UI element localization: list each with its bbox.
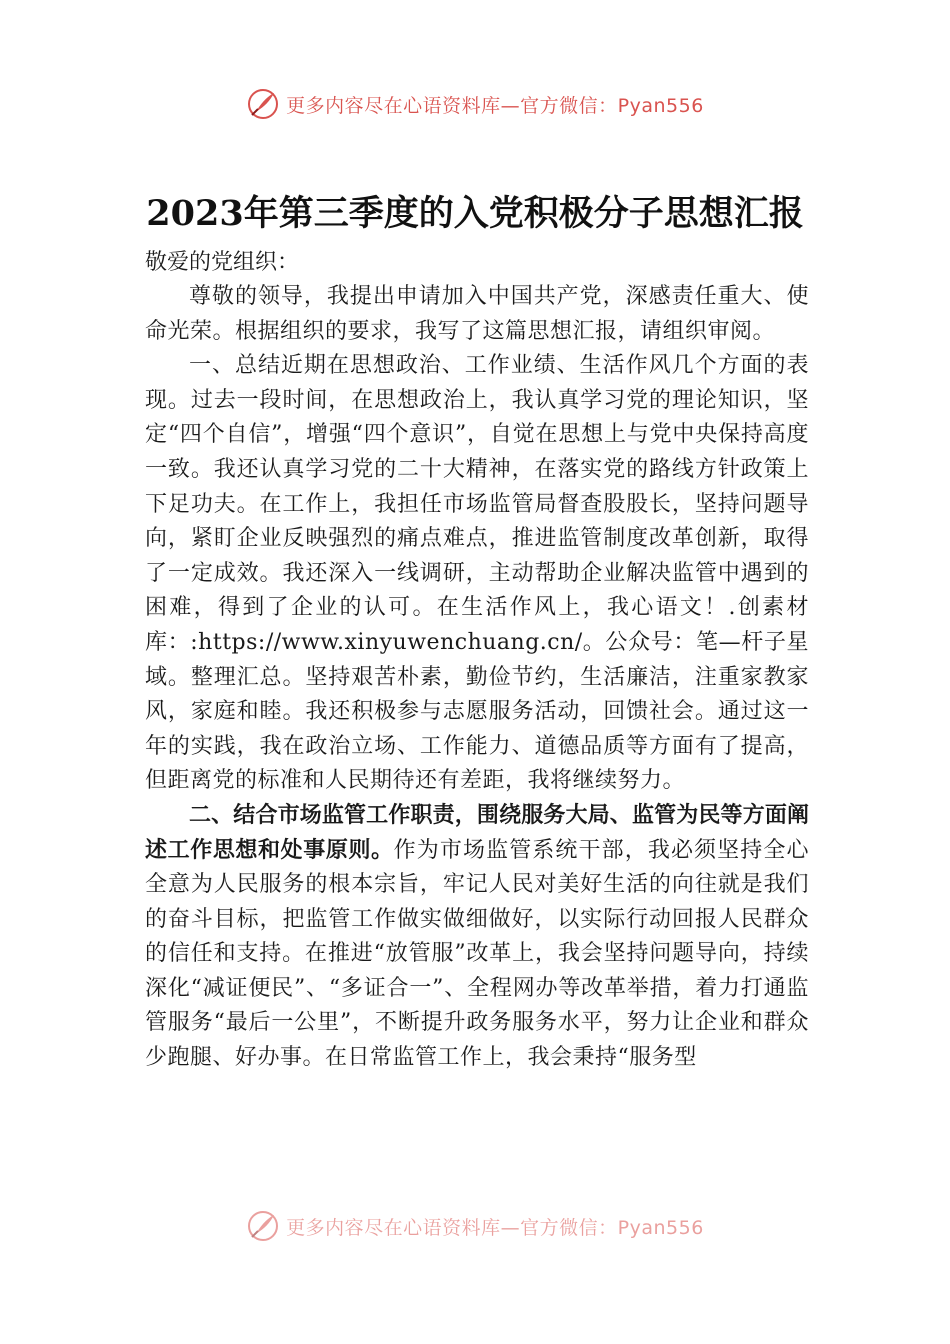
paragraph-3-heading: 二、结合市场监管工作职责，围绕服务大局、监管为民等方面阐述工作思想和处事原则。 [145,802,809,863]
salutation: 敬爱的党组织： [145,250,300,275]
feather-pen-icon [246,1209,280,1243]
document-title: 2023年第三季度的入党积极分子思想汇报 [146,193,804,234]
paragraph-2-text: 一、总结近期在思想政治、工作业绩、生活作风几个方面的表现。过去一段时间，在思想政治上，我认真学习党的理论知识，坚定“四个自信”，增强“四个意识”，自觉在思想上与党中央保持高度一致。我还认真学习党的二十大精神，在落实党的路线方针政策上下足功夫。在工作上，我担任市场监管局督查股股长，坚持问题导向，紧盯企业反映强烈的痛点难点，推进监管制度改革创新，取得了一定成效。我还深入一线调研，主动帮助企业解决监管中遇到的困难，得到了企业的认可。在生活作风上，我心语文！.创素材库：:https://www.xinyuwenchuang.cn/。公众号：笔—杆子星域。整理汇总。坚持艰苦朴素，勤俭节约，生活廉洁，注重家教家风，家庭和睦。我还积极参与志愿服务活动，回馈社会。通过这一年的实践，我在政治立场、工作能力、道德品质等方面有了提高，但距离党的标准和人民期待还有差距，我将继续努力。 [145,353,809,794]
watermark-text: 更多内容尽在心语资料库—官方微信：Pyan556 [286,94,704,117]
paragraph-3-text: 作为市场监管系统干部，我必须坚持全心全意为人民服务的根本宗旨，牢记人民对美好生活的向往就是我们的奋斗目标，把监管工作做实做细做好，以实际行动回报人民群众的信任和支持。在推进“放管服”改革上，我会坚持问题导向，持续深化“减证便民”、“多证合一”、全程网办等改革举措，着力打通监管服务“最后一公里”，不断提升政务服务水平，努力让企业和群众少跑腿、好办事。在日常监管工作上，我会秉持“服务型 [145,837,809,1071]
paragraph-1 [145,280,809,349]
watermark-text: 更多内容尽在心语资料库—官方微信：Pyan556 [286,1216,704,1239]
paragraph-1-text: 尊敬的领导，我提出申请加入中国共产党，深感责任重大、使命光荣。根据组织的要求，我写了这篇思想汇报，请组织审阅。 [145,284,809,344]
paragraph-3 [145,799,809,1076]
document-body [145,246,809,1076]
watermark-footer [0,1206,950,1246]
watermark-header [0,84,950,124]
paragraph-2 [145,349,809,799]
feather-pen-icon [246,87,280,121]
